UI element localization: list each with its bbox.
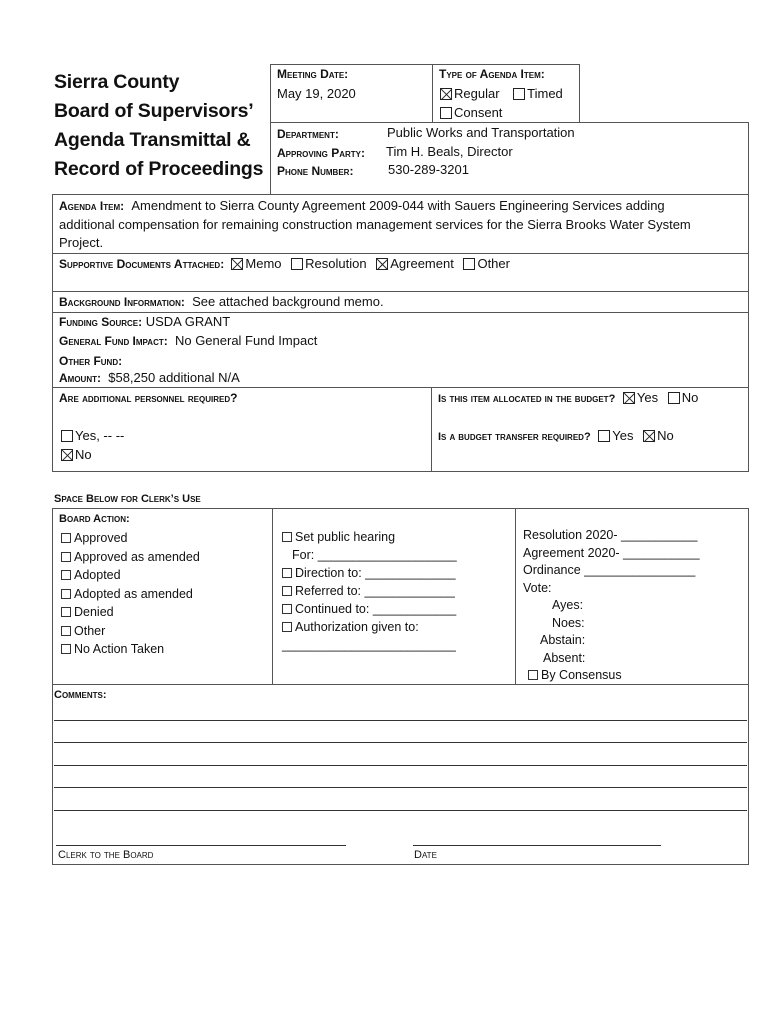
personnel-yes-row[interactable] <box>61 428 124 443</box>
date-signature-line[interactable] <box>413 845 661 846</box>
budget-allocated-question: Is this item allocated in the budget? <box>438 393 616 405</box>
action-checkbox[interactable] <box>61 644 71 654</box>
ordinance-number[interactable]: Ordinance ________________ <box>523 563 696 577</box>
authorization-line[interactable]: _________________________ <box>282 638 456 652</box>
transfer-no-checkbox[interactable] <box>643 430 655 442</box>
personnel-question: Are additional personnel required? <box>59 391 238 405</box>
amount-label: Amount: <box>59 371 101 385</box>
clerk-section-label: Space Below for Clerk’s Use <box>54 493 201 505</box>
agenda-item-line-2[interactable]: additional compensation for remaining construction management services for the Sierra Brooks Water System <box>59 216 691 232</box>
transfer-yes-label: Yes <box>612 428 634 443</box>
supportive-docs-label: Supportive Documents Attached: <box>59 257 225 271</box>
phone-label: Phone Number: <box>277 164 354 178</box>
background-row <box>59 294 384 309</box>
transfer-yes-checkbox[interactable] <box>598 430 610 442</box>
action-checkbox[interactable] <box>61 589 71 599</box>
comment-line[interactable] <box>54 742 747 743</box>
for-row[interactable]: For: ____________________ <box>292 548 457 562</box>
timed-checkbox[interactable] <box>513 88 525 100</box>
consensus-row[interactable] <box>523 667 700 685</box>
absent-label[interactable]: Absent: <box>543 650 586 665</box>
other-fund-label: Other Fund: <box>59 354 123 368</box>
comments-label: Comments: <box>54 689 107 701</box>
action-label: Approved as amended <box>74 549 200 564</box>
amount-row <box>59 370 240 385</box>
general-fund-row <box>59 333 317 348</box>
abstain-label[interactable]: Abstain: <box>540 633 586 647</box>
agenda-type-label: Type of Agenda Item: <box>439 67 545 81</box>
memo-label: Memo <box>245 256 282 271</box>
transfer-no-label: No <box>657 428 674 443</box>
board-action-label: Board Action: <box>59 513 130 525</box>
budget-transfer-row <box>438 428 674 443</box>
title-line-3: Agenda Transmittal & <box>54 129 251 151</box>
action-denied[interactable] <box>61 603 200 622</box>
regular-checkbox[interactable] <box>440 88 452 100</box>
funding-source-label: Funding Source: <box>59 315 143 329</box>
date-signature-label: Date <box>414 849 437 861</box>
other-fund-row <box>59 353 122 368</box>
divider <box>52 312 749 313</box>
agenda-item-section <box>59 197 744 253</box>
allocated-no-checkbox[interactable] <box>668 392 680 404</box>
agenda-item-line-3[interactable]: Project. <box>59 235 104 250</box>
agenda-type-consent[interactable] <box>440 105 502 120</box>
funding-source-value[interactable]: USDA GRANT <box>145 314 231 329</box>
action-no-action[interactable] <box>61 640 200 659</box>
title-line-2: Board of Supervisors’ <box>54 100 254 122</box>
meeting-date-value[interactable]: May 19, 2020 <box>277 86 356 101</box>
action-checkbox[interactable] <box>61 570 71 580</box>
vote-label: Vote: <box>523 580 552 595</box>
amount-value[interactable]: $58,250 additional N/A <box>108 370 240 385</box>
resolution-number[interactable]: Resolution 2020- ___________ <box>523 528 698 542</box>
action-checkbox[interactable] <box>61 552 71 562</box>
comment-line[interactable] <box>54 720 747 721</box>
action-label: Adopted as amended <box>74 586 193 601</box>
comment-line[interactable] <box>54 765 747 766</box>
approving-party-label: Approving Party: <box>277 146 366 160</box>
comment-line[interactable] <box>54 810 747 811</box>
consensus-label: By Consensus <box>541 668 622 682</box>
department-label: Department: <box>277 127 339 141</box>
department-value[interactable]: Public Works and Transportation <box>387 125 575 140</box>
action-label: Other <box>74 623 106 638</box>
consent-label: Consent <box>454 105 503 120</box>
personnel-no-row[interactable] <box>61 447 92 462</box>
board-actions-list <box>61 529 200 659</box>
action-label: Denied <box>74 605 114 619</box>
resolution-checkbox[interactable] <box>291 258 303 270</box>
consensus-checkbox[interactable] <box>528 670 538 680</box>
agenda-type-regular[interactable] <box>440 86 563 101</box>
phone-value[interactable]: 530-289-3201 <box>388 162 469 177</box>
comment-line[interactable] <box>54 787 747 788</box>
direction-checkbox[interactable] <box>282 568 292 578</box>
referred-checkbox[interactable] <box>282 586 292 596</box>
action-approved-amended[interactable] <box>61 548 200 567</box>
budget-allocated-row <box>438 390 698 405</box>
allocated-yes-label: Yes <box>636 390 659 405</box>
continued-row[interactable] <box>282 600 457 618</box>
agreement-label: Agreement <box>390 256 454 271</box>
title-line-4: Record of Proceedings <box>54 158 264 180</box>
ayes-label[interactable]: Ayes: <box>552 598 584 612</box>
set-hearing-row[interactable] <box>282 528 457 546</box>
set-hearing-label: Set public hearing <box>295 530 396 544</box>
resolution-label: Resolution <box>305 256 367 271</box>
regular-label: Regular <box>454 86 500 101</box>
agenda-item-label: Agenda Item: <box>59 199 125 213</box>
action-approved[interactable] <box>61 529 200 548</box>
action-other[interactable] <box>61 622 200 641</box>
allocated-yes-checkbox[interactable] <box>623 392 635 404</box>
action-adopted[interactable] <box>61 566 200 585</box>
authorization-row[interactable] <box>282 618 457 636</box>
direction-label: Direction to: _____________ <box>295 566 456 580</box>
action-checkbox[interactable] <box>61 533 71 543</box>
action-adopted-amended[interactable] <box>61 585 200 604</box>
noes-label[interactable]: Noes: <box>552 615 585 630</box>
approving-party-value[interactable]: Tim H. Beals, Director <box>386 144 513 159</box>
personnel-yes-label: Yes, -- -- <box>75 428 125 443</box>
authorization-checkbox[interactable] <box>282 622 292 632</box>
personnel-yes-checkbox[interactable] <box>61 430 73 442</box>
divider <box>52 291 749 292</box>
agreement-checkbox[interactable] <box>376 258 388 270</box>
other-label: Other <box>477 256 510 271</box>
agreement-number[interactable]: Agreement 2020- ___________ <box>523 545 700 560</box>
action-label: No Action Taken <box>74 642 165 656</box>
personnel-no-label: No <box>75 447 92 462</box>
agenda-item-line-1[interactable]: Amendment to Sierra County Agreement 2009-044 with Sauers Engineering Services adding <box>131 198 665 213</box>
divider <box>52 387 749 388</box>
budget-transfer-question: Is a budget transfer required? <box>438 431 591 443</box>
referred-label: Referred to: _____________ <box>295 584 455 598</box>
clerk-middle-column <box>282 528 457 654</box>
divider <box>52 253 749 254</box>
timed-label: Timed <box>527 86 563 101</box>
continued-label: Continued to: ____________ <box>295 602 457 616</box>
divider <box>431 387 432 472</box>
supportive-docs-row <box>59 256 510 271</box>
set-hearing-checkbox[interactable] <box>282 532 292 542</box>
memo-checkbox[interactable] <box>231 258 243 270</box>
personnel-no-checkbox[interactable] <box>61 449 73 461</box>
funding-source-row <box>59 314 230 329</box>
action-checkbox[interactable] <box>61 607 71 617</box>
authorization-label: Authorization given to: <box>295 620 419 634</box>
consent-checkbox[interactable] <box>440 107 452 119</box>
background-value[interactable]: See attached background memo. <box>192 294 384 309</box>
action-checkbox[interactable] <box>61 626 71 636</box>
divider <box>272 508 273 684</box>
continued-checkbox[interactable] <box>282 604 292 614</box>
allocated-no-label: No <box>681 390 699 405</box>
clerk-signature-line[interactable] <box>56 845 346 846</box>
direction-row[interactable] <box>282 564 457 582</box>
clerk-right-column <box>523 527 700 685</box>
background-label: Background Information: <box>59 295 185 309</box>
meeting-date-label: Meeting Date: <box>277 67 349 81</box>
general-fund-value[interactable]: No General Fund Impact <box>174 333 318 348</box>
action-label: Approved <box>74 531 128 545</box>
clerk-signature-label: Clerk to the Board <box>58 849 154 861</box>
divider <box>515 508 516 684</box>
referred-row[interactable] <box>282 582 457 600</box>
page-title <box>54 68 263 184</box>
title-line-1: Sierra County <box>54 71 180 93</box>
action-label: Adopted <box>74 568 121 582</box>
other-checkbox[interactable] <box>463 258 475 270</box>
general-fund-label: General Fund Impact: <box>59 334 168 348</box>
